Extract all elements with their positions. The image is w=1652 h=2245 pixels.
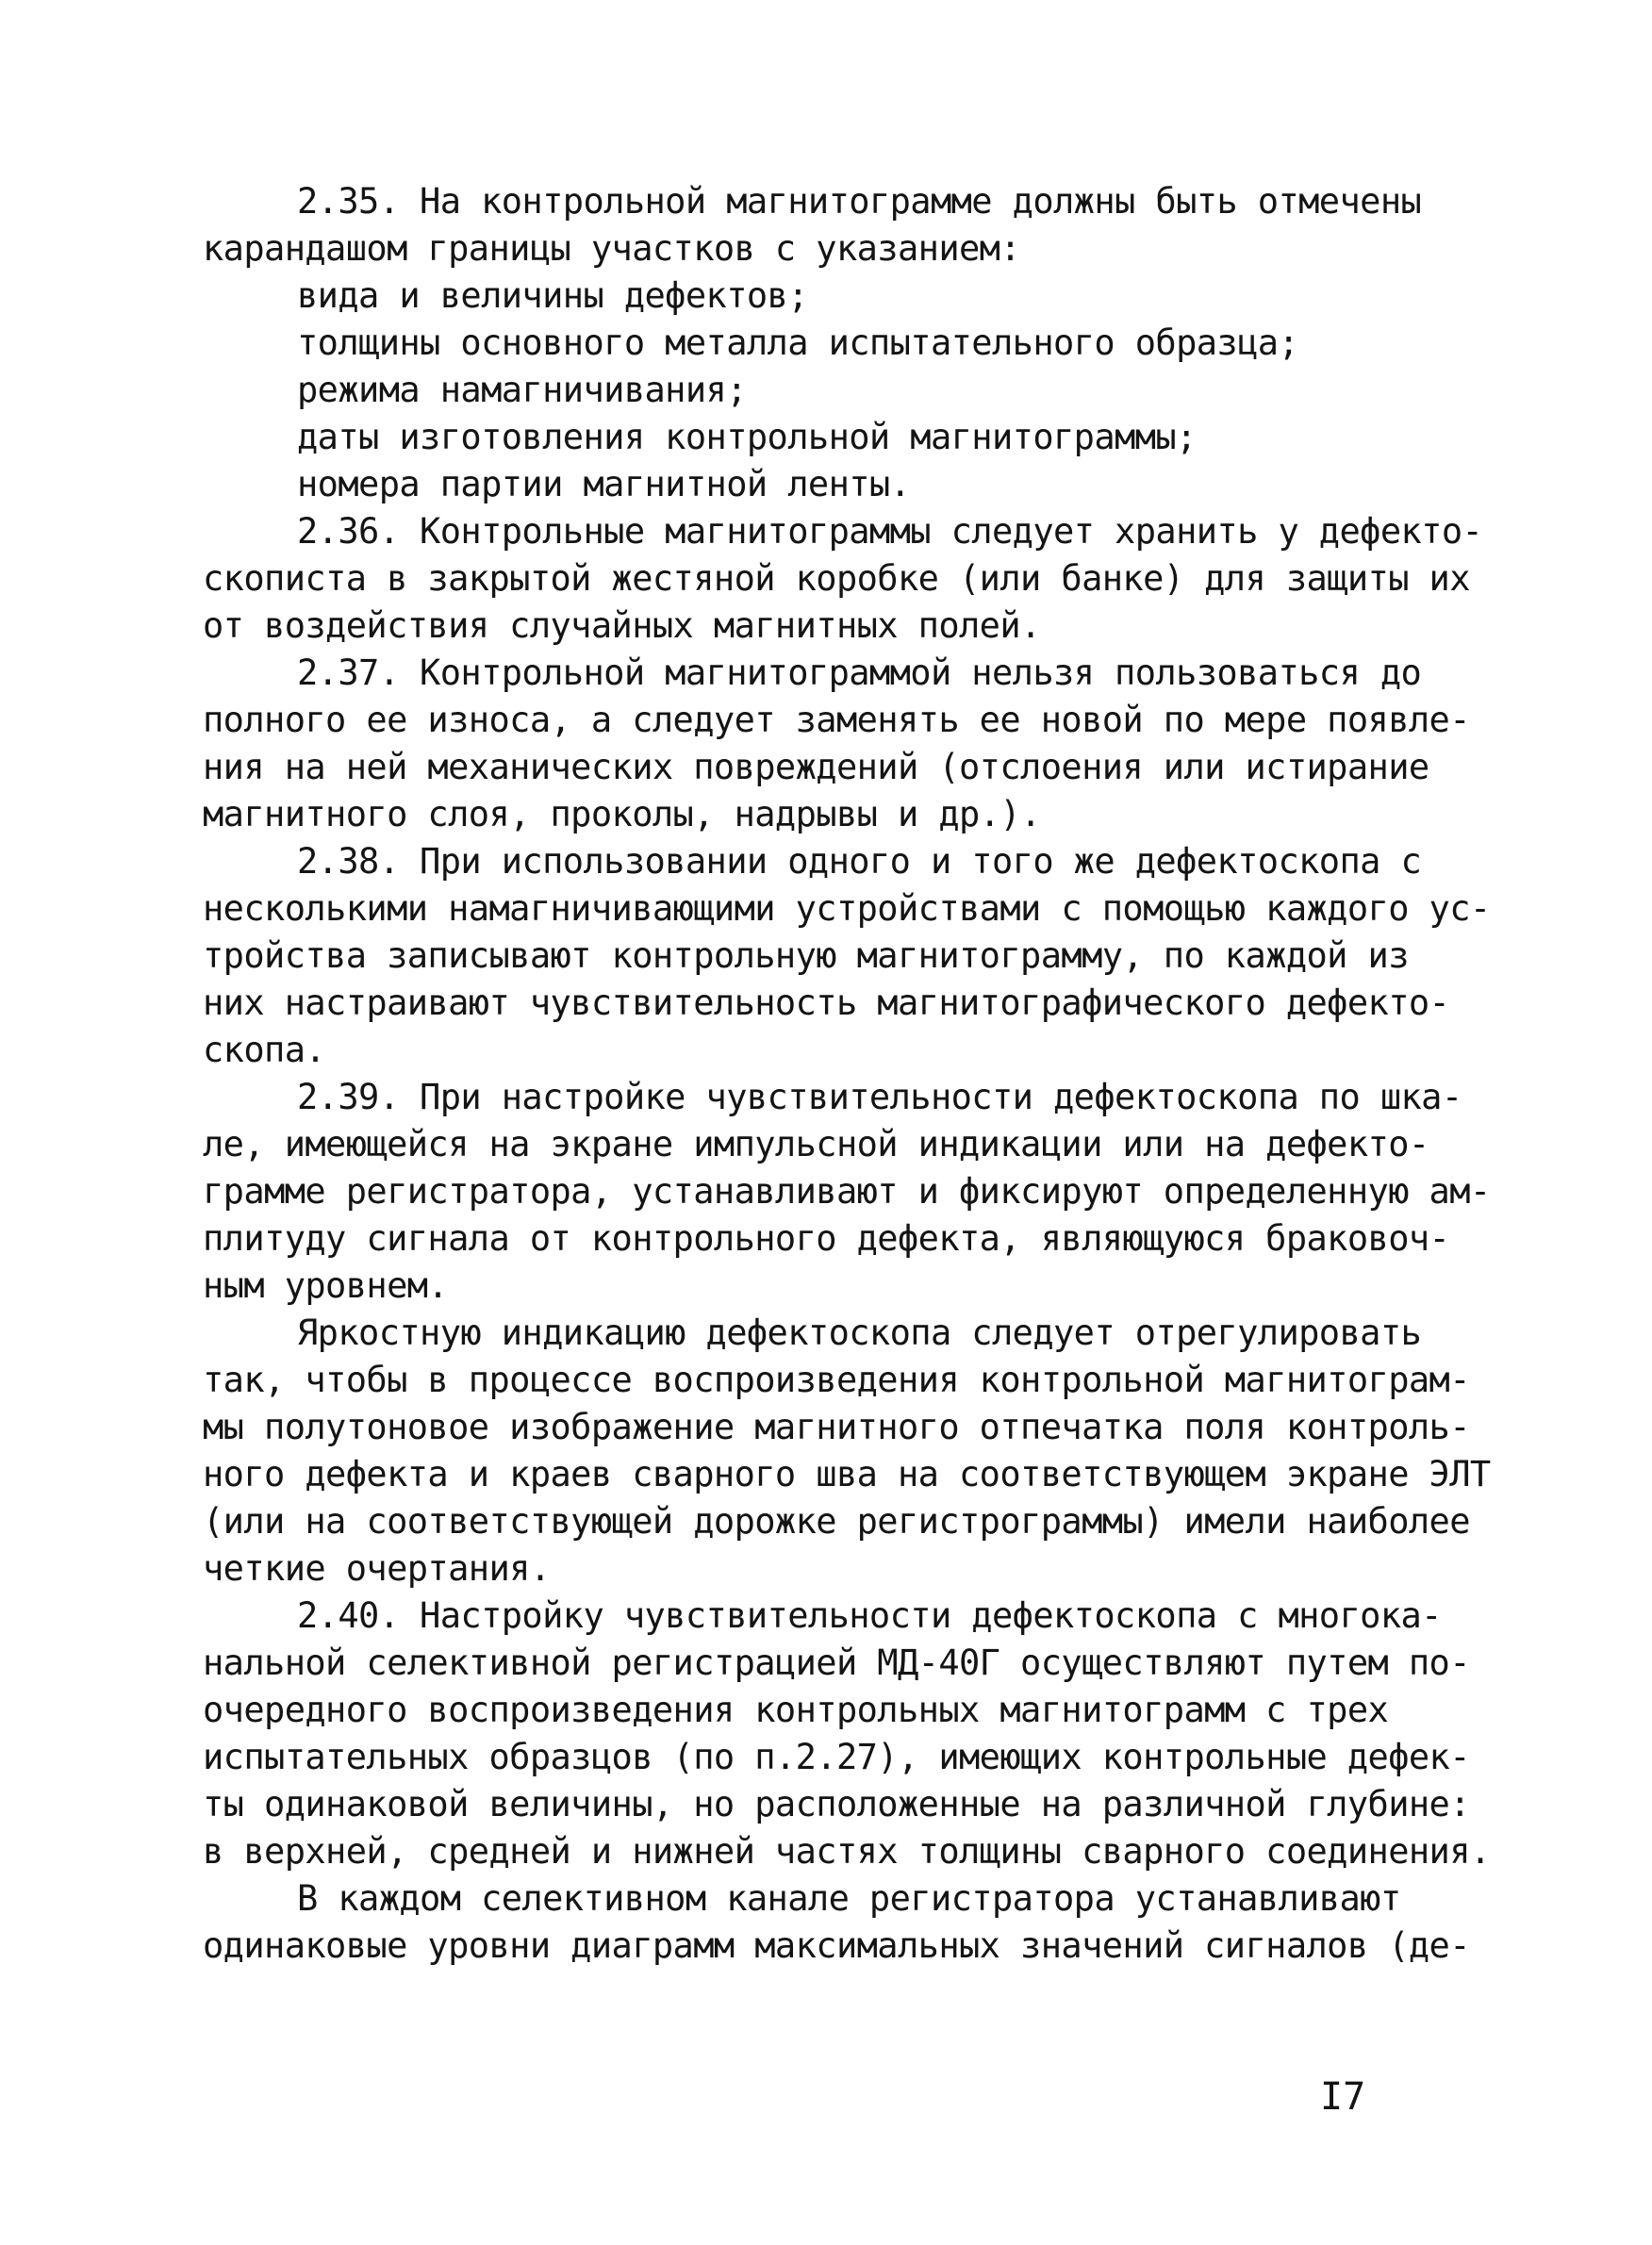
text-line: одинаковые уровни диаграмм максимальных значений сигналов (де- [203, 1925, 1470, 1966]
text-line: в верхней, средней и нижней частях толщины сварного соединения. [203, 1831, 1491, 1872]
text-line: ного дефекта и краев сварного шва на соответствующем экране ЭЛТ [203, 1454, 1491, 1494]
text-line: 2.38. При использовании одного и того же дефектоскопа с [297, 841, 1422, 882]
text-line: ты одинаковой величины, но расположенные на различной глубине: [203, 1784, 1470, 1824]
text-line: 2.40. Настройку чувствительности дефектоскопа с многока- [297, 1595, 1442, 1636]
text-line: нальной селективной регистрацией МД-40Г осуществляют путем по- [203, 1642, 1470, 1683]
text-line: 2.35. На контрольной магнитограмме должны быть отмечены [297, 181, 1422, 222]
text-line: грамме регистратора, устанавливают и фиксируют определенную ам- [203, 1171, 1491, 1212]
text-line: ния на ней механических повреждений (отслоения или истирание [203, 747, 1429, 787]
text-line: вида и величины дефектов; [297, 275, 808, 316]
text-line: полного ее износа, а следует заменять ее новой по мере появле- [203, 700, 1470, 740]
text-line: тройства записывают контрольную магнитограмму, по каждой из [203, 935, 1409, 976]
text-line: испытательных образцов (по п.2.27), имеющих контрольные дефек- [203, 1737, 1470, 1777]
text-line: 2.36. Контрольные магнитограммы следует хранить у дефекто- [297, 511, 1483, 552]
text-line: четкие очертания. [203, 1548, 551, 1589]
text-line: скопа. [203, 1030, 326, 1070]
text-line: мы полутоновое изображение магнитного отпечатка поля контроль- [203, 1407, 1470, 1447]
text-line: толщины основного металла испытательного образца; [297, 322, 1299, 363]
text-line: Яркостную индикацию дефектоскопа следует отрегулировать [297, 1312, 1422, 1353]
text-line: них настраивают чувствительность магнитографического дефекто- [203, 982, 1450, 1023]
text-line: (или на соответствующей дорожке регистрограммы) имели наиболее [203, 1501, 1470, 1542]
text-line: номера партии магнитной ленты. [297, 464, 911, 504]
text-line: 2.39. При настройке чувствительности дефектоскопа по шка- [297, 1077, 1462, 1117]
text-line: от воздействия случайных магнитных полей. [203, 605, 1041, 646]
text-line: несколькими намагничивающими устройствами с помощью каждого ус- [203, 888, 1491, 929]
text-line: даты изготовления контрольной магнитограммы; [297, 417, 1197, 457]
page-number: I7 [1320, 2075, 1366, 2119]
text-line: магнитного слоя, проколы, надрывы и др.). [203, 794, 1041, 834]
text-line: плитуду сигнала от контрольного дефекта, являющуюся браковоч- [203, 1218, 1450, 1259]
text-line: 2.37. Контрольной магнитограммой нельзя пользоваться до [297, 652, 1422, 693]
text-line: карандашом границы участков с указанием: [203, 228, 1021, 269]
text-line: ле, имеющейся на экране импульсной индикации или на дефекто- [203, 1124, 1429, 1164]
text-line: так, чтобы в процессе воспроизведения контрольной магнитограм- [203, 1360, 1470, 1400]
text-line: ным уровнем. [203, 1265, 449, 1306]
text-line: скописта в закрытой жестяной коробке (или банке) для защиты их [203, 558, 1470, 599]
text-line: очередного воспроизведения контрольных магнитограмм с трех [203, 1690, 1389, 1730]
text-line: В каждом селективном канале регистратора устанавливают [297, 1878, 1401, 1919]
text-line: режима намагничивания; [297, 370, 747, 410]
